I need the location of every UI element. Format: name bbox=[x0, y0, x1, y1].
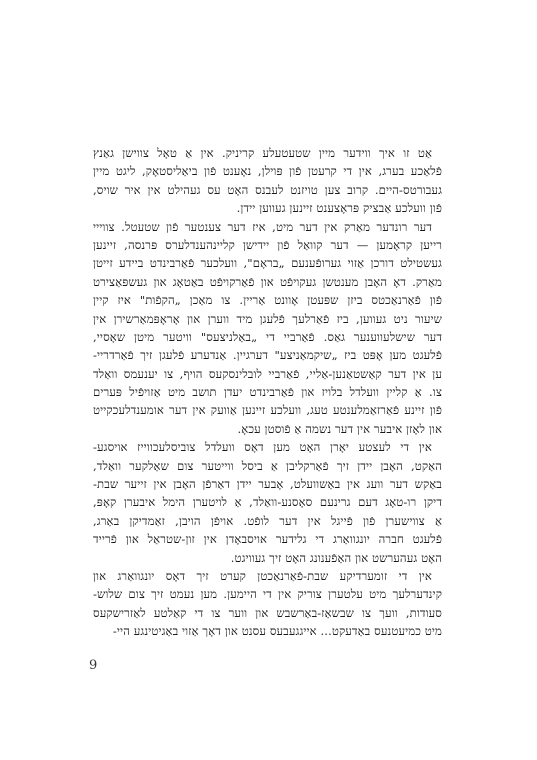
text-line: פֿון וועלכע אַבציק פּראָצענט זיינען געווען יידן. bbox=[236, 201, 442, 216]
text-line: פֿלעגט חברה יונגוואַרג די גלידער אויסבאָדן אין זון-שטראַל און פֿרייד bbox=[93, 532, 442, 547]
paragraph bbox=[93, 218, 442, 439]
text-line: געשטילט דורכן אַזוי גערופֿענעם „בראָם", וועלכער פֿאַרבינדט ביידע זייטן bbox=[93, 256, 442, 271]
text-line: מיט כמיעטנעס באַדעקט... אייגגעבעס עסנט און דאָך אַזוי באַגיטינגע היי- bbox=[112, 624, 442, 639]
text-line: פֿלעגט מען אָפּט ביז „שיקמאַניצע" דערגיין. אַנדערע פֿלעגן זיך פֿאַרדריי- bbox=[93, 348, 442, 363]
paragraph bbox=[93, 567, 442, 641]
text-line: געבורטס-היים. קרוב צען טויזנט לעבנס האָט עס געהילט אין איר שויס, bbox=[93, 182, 442, 197]
text-line: מאַרק. דאָ האָבן מענטשן געקויפֿט און פֿאַרקויפֿט באַטאָג און געשפּאַצירט bbox=[93, 274, 442, 289]
text-line: דער שישלעווענער גאַס. פֿאַרביי די „באַלניצעס" וויטער מיטן שאָסיי, bbox=[93, 329, 442, 344]
text-line: ען אין דער קאַשטאַנען-אַליי, פֿאַרביי לובלינסקעס הויף, צו יענעמס וואַלד bbox=[93, 366, 442, 381]
paragraph bbox=[93, 144, 442, 218]
text-line: דער רונדער מאַרק אין דער מיט, איז דער צענטער פֿון שטעטל. צווייי bbox=[93, 219, 432, 234]
text-line: שיעור ניט געווען, ביז פֿאַרלעך פֿלעגן מיד ווערן און אָראָפּמאַרשירן אין bbox=[93, 311, 442, 326]
text-line: פֿון זיינע פֿאַרזאַמלענטע טעג, וועלכע זיינען אַוועק אין דער אומענדלעכקייט bbox=[93, 403, 442, 418]
text-line: האַקט, האָבן יידן זיך פֿאַרקליבן אַ ביסל ווייטער צום שאַלקער וואַלד, bbox=[93, 458, 442, 473]
page-number: 9 bbox=[89, 658, 98, 673]
text-line: דיקן רו-טאָג דעם גרינעם סאָסנע-וואַלד, אַ לויטערן הימל איבערן קאָפּ, bbox=[93, 495, 442, 510]
text-line: פֿלאַכע בערג, אין די קרעטן פֿון פּוילן, נאָענט פֿון ביאַליסטאָק, ליגט מיין bbox=[93, 164, 442, 179]
text-line: אין די זומערדיקע שבת-פֿאַרנאַכטן קערט זיך דאָס יונגוואַרג און bbox=[93, 568, 432, 583]
text-line: און לאָזן איבער אין דער נשמה אַ פֿוסטן עכאָ. bbox=[237, 421, 442, 436]
text-line: אין די לעצטע יאָרן האָט מען דאָס וועלדל צוביסלעכווייז אויסגע- bbox=[93, 440, 432, 455]
text-line: האָט געהערשט און האַפֿענונג האָט זיך געוויגט. bbox=[230, 550, 442, 565]
body-text bbox=[93, 144, 442, 641]
text-line: באַקש דער וועג אין באַשוועלט, אָבער יידן דאַרפֿן האָבן אין זייער שבת- bbox=[93, 477, 442, 492]
paragraph bbox=[93, 438, 442, 567]
text-line: קינדערלעך מיט עלטערן צוריק אין די היימען. מען נעמט זיך צום שלוש- bbox=[93, 587, 442, 602]
text-line: אַ צווישערן פֿון פֿייגל אין דער לופֿט. אויפֿן הויבן, זאַמדיקן באַרג, bbox=[93, 513, 442, 528]
text-line: אַט זו איך ווידער מיין שטעטעלע קריניק. אין אַ טאָל צווישן גאַנץ bbox=[93, 146, 432, 160]
text-line: פֿון פֿאַרנאַכטס ביזן שפּעטן אָוונט אַריין. צו מאַכן „הקפֿות" איז קיין bbox=[93, 293, 442, 308]
text-line: צו. אַ קליין וועלדל בלויז און פֿאַרבינדט יעדן תושב מיט אַזויפֿיל פּערים bbox=[93, 385, 442, 400]
text-line: רייען קראָמען — דער קוואַל פֿון יידישן קליינהענדלערס פּרנסה, זיינען bbox=[93, 237, 442, 252]
text-line: סעודות, וועך צו שבשאַז-באַרשבש און ווער צו די קאַלטע לאַזרישקעס bbox=[93, 605, 442, 620]
